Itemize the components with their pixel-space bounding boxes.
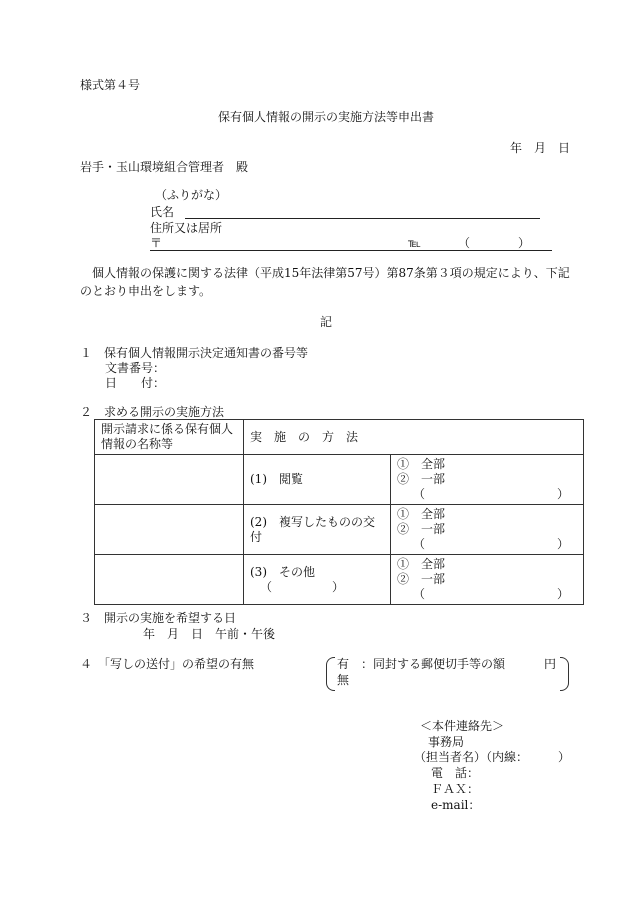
option-all[interactable]: ① 全部 bbox=[397, 557, 446, 571]
form-number: 様式第４号 bbox=[80, 78, 141, 92]
option-partial-detail[interactable]: （ ） bbox=[413, 487, 570, 501]
header-method bbox=[244, 420, 584, 455]
document-number-label: 文書番号： bbox=[105, 361, 166, 375]
document-title: 保有個人情報の開示の実施方法等申出書 bbox=[218, 110, 435, 124]
desired-date-line[interactable]: 年 月 日 午前・午後 bbox=[143, 627, 276, 641]
header-method-label: 実 施 の 方 法 bbox=[250, 429, 359, 444]
option-partial[interactable]: ② 一部 bbox=[397, 572, 446, 586]
table-header-row bbox=[95, 420, 584, 455]
option-partial-detail[interactable]: （ ） bbox=[413, 587, 570, 601]
mailing-yes-option[interactable]: 有 ：同封する郵便切手等の額 bbox=[337, 657, 506, 671]
addressee: 岩手・玉山環境組合管理者 殿 bbox=[80, 160, 249, 174]
method-cell bbox=[244, 455, 391, 505]
contact-office: 事務局 bbox=[428, 735, 465, 749]
info-name-cell[interactable] bbox=[95, 555, 244, 605]
contact-person: （担当者名）（内線： ） bbox=[414, 750, 571, 764]
method-label: (2) 複写したものの交付 bbox=[250, 514, 375, 544]
option-cell[interactable] bbox=[391, 555, 584, 605]
method-label: (3) その他 bbox=[250, 564, 315, 579]
contact-heading: ＜本件連絡先＞ bbox=[420, 719, 505, 733]
option-partial[interactable]: ② 一部 bbox=[397, 522, 446, 536]
option-partial-detail[interactable]: （ ） bbox=[413, 537, 570, 551]
furigana-label: （ふりがな） bbox=[155, 188, 228, 202]
right-bracket bbox=[560, 657, 569, 691]
intro-line-1: 個人情報の保護に関する法律（平成15年法律第57号）第87条第３項の規定により、下記 bbox=[92, 266, 570, 280]
intro-line-2: のとおり申出をします。 bbox=[80, 284, 212, 298]
info-name-cell[interactable] bbox=[95, 455, 244, 505]
contact-email: e-mail： bbox=[431, 798, 481, 812]
name-label: 氏名 bbox=[150, 205, 175, 219]
address-field-line[interactable] bbox=[150, 250, 552, 251]
header-info-name bbox=[95, 420, 244, 455]
disclosure-method-table bbox=[94, 419, 584, 605]
contact-tel: 電 話： bbox=[431, 766, 480, 780]
date-line: 年 月 日 bbox=[510, 141, 571, 155]
option-partial[interactable]: ② 一部 bbox=[397, 472, 446, 486]
address-label: 住所又は居所 bbox=[150, 221, 223, 235]
table-row bbox=[95, 455, 584, 505]
method-other-detail[interactable]: （ ） bbox=[260, 579, 345, 594]
method-cell bbox=[244, 505, 391, 555]
option-cell[interactable] bbox=[391, 505, 584, 555]
method-label: (1) 閲覧 bbox=[250, 472, 303, 486]
section-2-title: ２ 求める開示の実施方法 bbox=[80, 405, 225, 419]
table-row bbox=[95, 505, 584, 555]
info-name-cell[interactable] bbox=[95, 505, 244, 555]
tel-paren: （ ） bbox=[458, 236, 531, 250]
header-info-name-line-1: 開示請求に係る保有個人 bbox=[101, 422, 234, 436]
section-3-title: ３ 開示の実施を希望する日 bbox=[80, 611, 237, 625]
left-bracket bbox=[326, 657, 335, 691]
mailing-no-option[interactable]: 無 bbox=[337, 673, 350, 687]
section-1-title: １ 保有個人情報開示決定通知書の番号等 bbox=[80, 346, 309, 360]
header-info-name-line-2: 情報の名称等 bbox=[101, 437, 174, 451]
notice-date-label: 日 付： bbox=[105, 376, 166, 390]
ki-heading: 記 bbox=[320, 315, 333, 329]
tel-mark: ℡ bbox=[408, 236, 421, 250]
option-all[interactable]: ① 全部 bbox=[397, 507, 446, 521]
option-cell[interactable] bbox=[391, 455, 584, 505]
yen-label: 円 bbox=[544, 657, 557, 671]
table-row bbox=[95, 555, 584, 605]
method-cell bbox=[244, 555, 391, 605]
section-4-title: ４ 「写しの送付」の希望の有無 bbox=[80, 657, 255, 671]
contact-fax: ＦＡＸ： bbox=[431, 782, 480, 796]
postal-mark: 〒 bbox=[150, 236, 163, 250]
name-field-line[interactable] bbox=[185, 218, 540, 219]
option-all[interactable]: ① 全部 bbox=[397, 457, 446, 471]
